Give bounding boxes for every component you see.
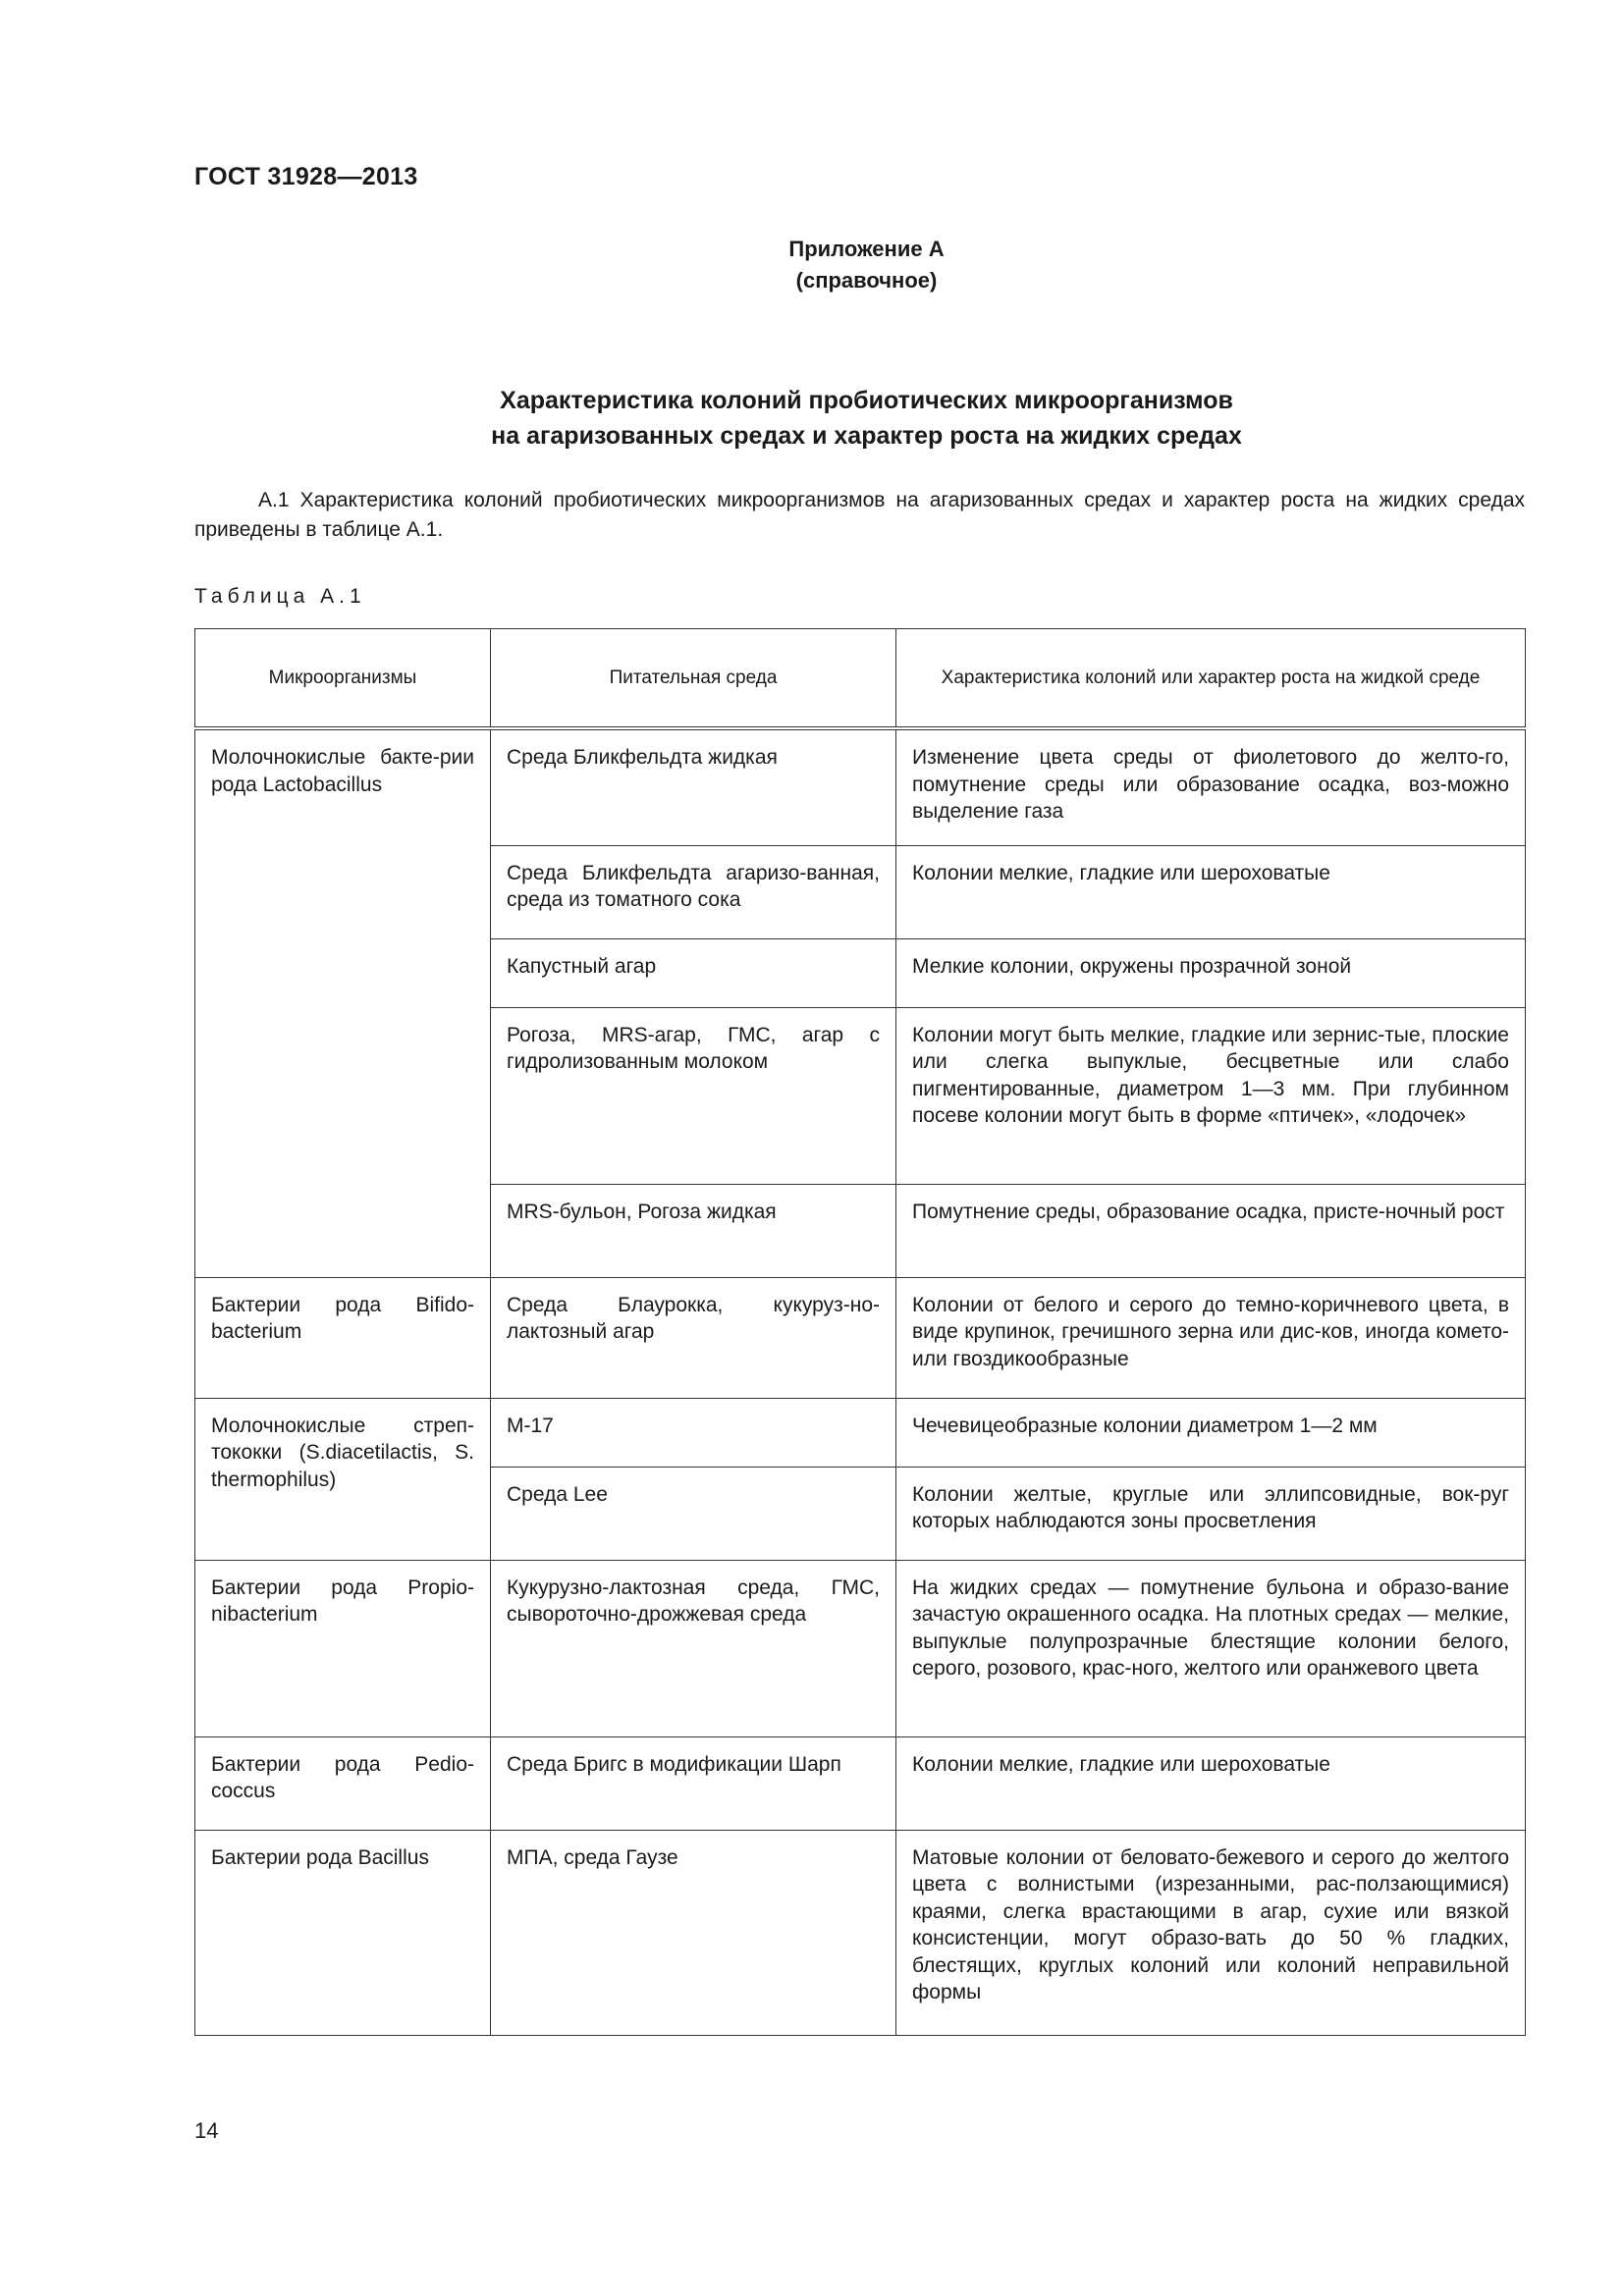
characteristic-cell: Колонии желтые, круглые или эллипсовидные, вок-руг которых наблюдаются зоны просветления xyxy=(896,1467,1526,1560)
appendix-heading xyxy=(0,234,1623,296)
characteristic-cell: Изменение цвета среды от фиолетового до желто-го, помутнение среды или образование осадка, воз-можно выделение газа xyxy=(896,728,1526,845)
medium-cell: М-17 xyxy=(491,1398,896,1467)
characteristic-cell: Колонии от белого и серого до темно-коричневого цвета, в виде крупинок, гречишного зерна или дис-ков, иногда комето- или гвоздикообразные xyxy=(896,1277,1526,1398)
table-row xyxy=(195,1398,1526,1467)
organism-cell: Молочнокислые бакте-рии рода Lactobacillus xyxy=(195,728,491,1277)
table-row xyxy=(195,1830,1526,2035)
characteristic-cell: Чечевицеобразные колонии диаметром 1—2 мм xyxy=(896,1398,1526,1467)
table-row xyxy=(195,728,1526,845)
table-row xyxy=(195,1277,1526,1398)
document-code: ГОСТ 31928—2013 xyxy=(194,163,418,190)
medium-cell: Среда Бригс в модификации Шарп xyxy=(491,1736,896,1830)
medium-cell: Среда Бликфельдта жидкая xyxy=(491,728,896,845)
page-number: 14 xyxy=(194,2118,219,2143)
characteristic-cell: Матовые колонии от беловато-бежевого и серого до желтого цвета с волнистыми (изрезанными, рас-ползающимися) краями, слегка врастающими в агар, сухие или вязкой консистенции, могут образо-вать до 50 % гладких, блестящих, круглых колоний или колоний неправильной формы xyxy=(896,1830,1526,2035)
header-medium: Питательная среда xyxy=(491,629,896,729)
organism-cell: Бактерии рода Pedio-coccus xyxy=(195,1736,491,1830)
organism-cell: Бактерии рода Propio-nibacterium xyxy=(195,1560,491,1736)
appendix-label: Приложение А xyxy=(788,237,945,261)
medium-cell: Среда Lee xyxy=(491,1467,896,1560)
characteristic-cell: Мелкие колонии, окружены прозрачной зоной xyxy=(896,938,1526,1007)
medium-cell: Капустный агар xyxy=(491,938,896,1007)
appendix-type: (справочное) xyxy=(795,268,938,293)
medium-cell: Рогоза, MRS-агар, ГМС, агар с гидролизованным молоком xyxy=(491,1007,896,1184)
characteristic-cell: Колонии мелкие, гладкие или шероховатые xyxy=(896,1736,1526,1830)
table-row xyxy=(195,1560,1526,1736)
characteristic-cell: Колонии могут быть мелкие, гладкие или зернис-тые, плоские или слегка выпуклые, бесцветные или слабо пигментированные, диаметром 1—3 мм. При глубинном посеве колонии могут быть в форме «птичек», «лодочек» xyxy=(896,1007,1526,1184)
intro-paragraph: А.1 Характеристика колоний пробиотических микроорганизмов на агаризованных средах и характер роста на жидких средах приведены в таблице А.1. xyxy=(194,489,1525,541)
characteristics-table xyxy=(194,628,1526,2036)
characteristic-cell: На жидких средах — помутнение бульона и образо-вание зачастую окрашенного осадка. На плотных средах — мелкие, выпуклые полупрозрачные блестящие колонии белого, серого, розового, крас-ного, желтого или оранжевого цвета xyxy=(896,1560,1526,1736)
table-header-row xyxy=(195,629,1526,729)
table-caption: Таблица А.1 xyxy=(194,585,366,608)
organism-cell: Молочнокислые стреп-тококки (S.diacetilactis, S. thermophilus) xyxy=(195,1398,491,1560)
organism-cell: Бактерии рода Bacillus xyxy=(195,1830,491,2035)
medium-cell: Среда Бликфельдта агаризо-ванная, среда из томатного сока xyxy=(491,845,896,938)
header-characteristic: Характеристика колоний или характер роста на жидкой среде xyxy=(896,629,1526,729)
characteristic-cell: Колонии мелкие, гладкие или шероховатые xyxy=(896,845,1526,938)
organism-cell: Бактерии рода Bifido-bacterium xyxy=(195,1277,491,1398)
header-microorganisms: Микроорганизмы xyxy=(195,629,491,729)
medium-cell: Среда Блаурокка, кукуруз-но-лактозный агар xyxy=(491,1277,896,1398)
section-title-line-2: на агаризованных средах и характер роста на жидких средах xyxy=(491,422,1242,450)
table-row xyxy=(195,1736,1526,1830)
medium-cell: MRS-бульон, Рогоза жидкая xyxy=(491,1184,896,1277)
medium-cell: Кукурузно-лактозная среда, ГМС, сывороточно-дрожжевая среда xyxy=(491,1560,896,1736)
section-title xyxy=(0,383,1623,454)
characteristic-cell: Помутнение среды, образование осадка, присте-ночный рост xyxy=(896,1184,1526,1277)
medium-cell: МПА, среда Гаузе xyxy=(491,1830,896,2035)
section-title-line-1: Характеристика колоний пробиотических микроорганизмов xyxy=(500,387,1233,414)
